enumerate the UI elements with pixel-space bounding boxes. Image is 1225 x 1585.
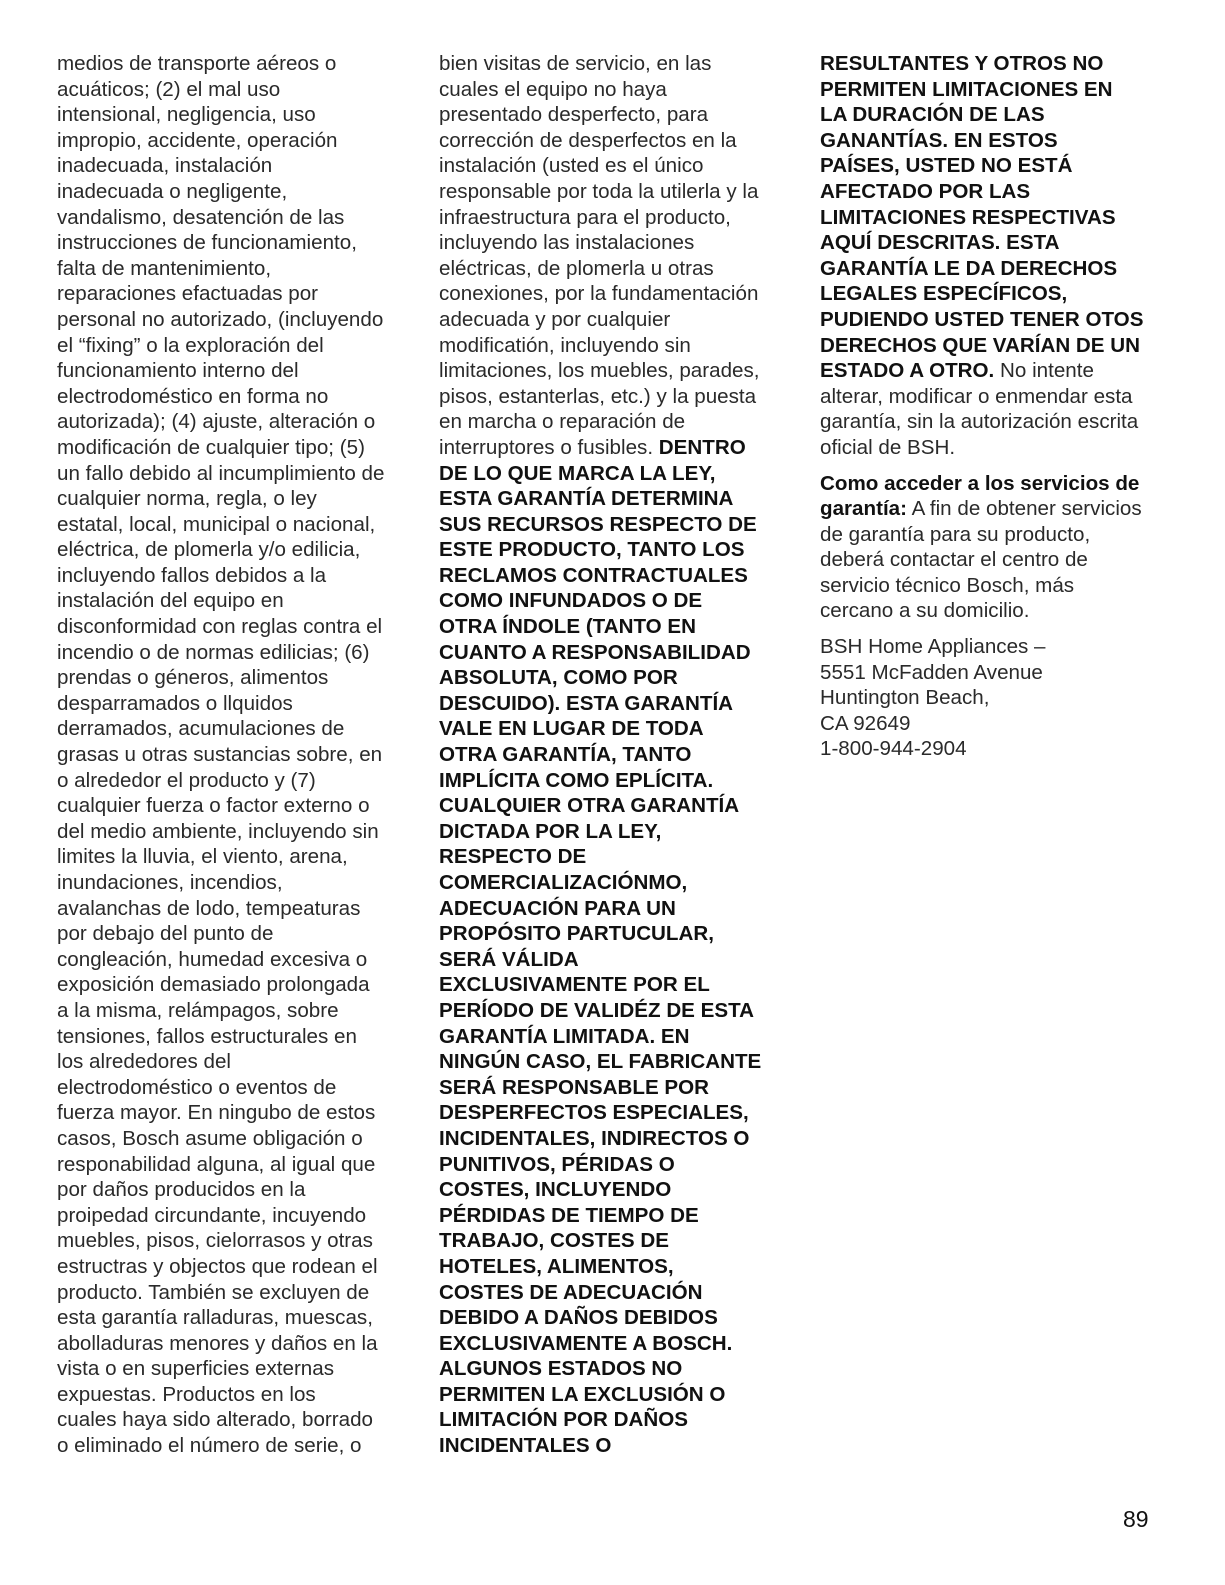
text-run: infraestructura para el producto, bbox=[439, 205, 731, 229]
text-column-1 bbox=[57, 51, 402, 1459]
text-line bbox=[57, 102, 402, 128]
text-line bbox=[820, 711, 1165, 737]
text-line bbox=[439, 128, 784, 154]
text-line bbox=[439, 281, 784, 307]
text-line bbox=[439, 1126, 784, 1152]
text-run: CUANTO A RESPONSABILIDAD bbox=[439, 640, 751, 664]
text-run: acuáticos; (2) el mal uso bbox=[57, 77, 281, 101]
text-run: corrección de desperfectos en la bbox=[439, 128, 737, 152]
text-line bbox=[439, 844, 784, 870]
text-line bbox=[439, 1356, 784, 1382]
text-line bbox=[57, 691, 402, 717]
text-run: RECLAMOS CONTRACTUALES bbox=[439, 563, 748, 587]
text-run: LIMITACIONES RESPECTIVAS bbox=[820, 205, 1116, 229]
text-run: DESPERFECTOS ESPECIALES, bbox=[439, 1101, 749, 1125]
text-line bbox=[820, 660, 1165, 686]
text-run: electrodoméstico o eventos de bbox=[57, 1075, 337, 1099]
text-line bbox=[439, 179, 784, 205]
text-line bbox=[57, 1126, 402, 1152]
text-run: PÉRDIDAS DE TIEMPO DE bbox=[439, 1203, 699, 1227]
text-run: ADECUACIÓN PARA UN bbox=[439, 896, 676, 920]
text-run: por daños producidos en la bbox=[57, 1178, 306, 1202]
text-line bbox=[57, 461, 402, 487]
text-line bbox=[439, 409, 784, 435]
text-line bbox=[439, 640, 784, 666]
text-line bbox=[439, 1152, 784, 1178]
text-run: congleación, humedad excesiva o bbox=[57, 947, 368, 971]
text-run: incendio o de normas edilicias; (6) bbox=[57, 640, 370, 664]
text-run: ALGUNOS ESTADOS NO bbox=[439, 1357, 683, 1381]
text-run: LIMITACIÓN POR DAÑOS bbox=[439, 1408, 689, 1432]
text-line bbox=[820, 256, 1165, 282]
text-run: INCIDENTALES O bbox=[439, 1434, 612, 1458]
text-run: producto. También se excluyen de bbox=[57, 1280, 370, 1304]
text-run: responsable por toda la utilerla y la bbox=[439, 179, 759, 203]
text-run: eléctricas, de plomerla u otras bbox=[439, 256, 714, 280]
text-run: o eliminado el número de serie, o bbox=[57, 1434, 362, 1458]
text-line bbox=[439, 819, 784, 845]
text-run: CUALQUIER OTRA GARANTÍA bbox=[439, 794, 740, 818]
text-run: bien visitas de servicio, en las bbox=[439, 52, 712, 75]
text-run: AQUÍ DESCRITAS. ESTA bbox=[820, 231, 1060, 255]
text-line bbox=[57, 205, 402, 231]
text-run: disconformidad con reglas contra el bbox=[57, 615, 383, 639]
text-line bbox=[439, 384, 784, 410]
text-run: interruptores o fusibles. bbox=[439, 435, 659, 459]
text-run: o alrededor el producto y (7) bbox=[57, 768, 316, 792]
text-run-bold: DENTRO bbox=[658, 435, 746, 459]
text-line bbox=[439, 1100, 784, 1126]
text-run: avalanchas de lodo, tempeaturas bbox=[57, 896, 361, 920]
text-run: derramados, acumulaciones de bbox=[57, 717, 345, 741]
text-run: GARANTÍA LE DA DERECHOS bbox=[820, 256, 1118, 280]
text-line bbox=[439, 435, 784, 461]
text-run: los alrededores del bbox=[57, 1050, 232, 1074]
text-run: IMPLÍCITA COMO EPLÍCITA. bbox=[439, 768, 714, 792]
text-line bbox=[57, 1382, 402, 1408]
text-run: ESTA GARANTÍA DETERMINA bbox=[439, 487, 734, 511]
page-number: 89 bbox=[1123, 1506, 1149, 1532]
text-run: SERÁ VÁLIDA bbox=[439, 947, 579, 971]
text-line bbox=[439, 1075, 784, 1101]
text-line bbox=[820, 522, 1165, 548]
text-run: adecuada y por cualquier bbox=[439, 307, 671, 331]
text-run: el “fixing” o la exploración del bbox=[57, 333, 324, 357]
text-run: garantía, sin la autorización escrita bbox=[820, 410, 1139, 434]
text-run-light: No intente bbox=[994, 359, 1094, 383]
text-line bbox=[820, 685, 1165, 711]
text-line bbox=[439, 1177, 784, 1203]
text-run: INCIDENTALES, INDIRECTOS O bbox=[439, 1126, 750, 1150]
text-run: Como acceder a los servicios de bbox=[820, 471, 1140, 495]
text-run: vandalismo, desatención de las bbox=[57, 205, 345, 229]
text-line bbox=[439, 333, 784, 359]
text-line bbox=[57, 1407, 402, 1433]
text-run: de garantía para su producto, bbox=[820, 522, 1091, 546]
text-line bbox=[57, 77, 402, 103]
text-run: inundaciones, incendios, bbox=[57, 871, 283, 894]
text-line bbox=[439, 588, 784, 614]
text-line bbox=[439, 972, 784, 998]
text-run: funcionamiento interno del bbox=[57, 359, 299, 383]
text-line bbox=[57, 998, 402, 1024]
text-run: un fallo debido al incumplimiento de bbox=[57, 461, 385, 485]
text-run: GANANTÍAS. EN ESTOS bbox=[820, 128, 1058, 152]
text-line bbox=[57, 384, 402, 410]
text-run: COMERCIALIZACIÓNMO, bbox=[439, 871, 688, 894]
text-run: ESTADO A OTRO. bbox=[820, 359, 995, 383]
text-line bbox=[57, 1075, 402, 1101]
text-line bbox=[439, 1024, 784, 1050]
text-line bbox=[820, 77, 1165, 103]
text-run: PERÍODO DE VALIDÉZ DE ESTA bbox=[439, 998, 755, 1022]
text-run: 1-800-944-2904 bbox=[820, 737, 967, 761]
text-line bbox=[57, 1049, 402, 1075]
text-line bbox=[57, 947, 402, 973]
text-line bbox=[439, 1305, 784, 1331]
text-line bbox=[57, 870, 402, 896]
text-run: OTRA GARANTÍA, TANTO bbox=[439, 743, 692, 767]
text-run: tensiones, fallos estructurales en bbox=[57, 1024, 357, 1048]
text-line bbox=[57, 640, 402, 666]
text-line bbox=[57, 281, 402, 307]
text-run: LEGALES ESPECÍFICOS, bbox=[820, 282, 1068, 306]
text-line bbox=[57, 819, 402, 845]
text-run: casos, Bosch asume obligación o bbox=[57, 1126, 363, 1150]
text-line bbox=[57, 128, 402, 154]
text-run: BSH Home Appliances – bbox=[820, 635, 1046, 659]
text-line bbox=[820, 179, 1165, 205]
text-run: deberá contactar el centro de bbox=[820, 548, 1088, 572]
text-line bbox=[57, 844, 402, 870]
text-column-2 bbox=[439, 51, 784, 1459]
text-line bbox=[820, 598, 1165, 624]
text-line bbox=[820, 307, 1165, 333]
text-run: proipedad circundante, incuyendo bbox=[57, 1203, 367, 1227]
text-run: PERMITEN LIMITACIONES EN bbox=[820, 77, 1113, 101]
paragraph-spacer bbox=[820, 461, 1165, 471]
text-run: incluyendo fallos debidos a la bbox=[57, 563, 327, 587]
text-run: autorizada); (4) ajuste, alteración o bbox=[57, 410, 376, 434]
text-run: GARANTÍA LIMITADA. EN bbox=[439, 1024, 690, 1048]
text-run: instrucciones de funcionamiento, bbox=[57, 231, 357, 255]
text-run: exposición demasiado prolongada bbox=[57, 973, 370, 997]
text-run: CA 92649 bbox=[820, 711, 911, 735]
text-line bbox=[820, 573, 1165, 599]
text-column-3 bbox=[820, 51, 1165, 762]
text-run: DEBIDO A DAÑOS DEBIDOS bbox=[439, 1306, 718, 1330]
text-run: DESCUIDO). ESTA GARANTÍA bbox=[439, 691, 734, 715]
text-line bbox=[439, 768, 784, 794]
text-line bbox=[820, 333, 1165, 359]
text-run: cercano a su domicilio. bbox=[820, 599, 1030, 623]
text-run: 5551 McFadden Avenue bbox=[820, 660, 1043, 684]
text-line bbox=[439, 230, 784, 256]
text-run: desparramados o llquidos bbox=[57, 691, 293, 715]
text-run: DE LO QUE MARCA LA LEY, bbox=[439, 461, 716, 485]
text-line bbox=[439, 614, 784, 640]
text-run: COSTES DE ADECUACIÓN bbox=[439, 1280, 703, 1304]
text-run: DICTADA POR LA LEY, bbox=[439, 819, 662, 843]
text-run: Huntington Beach, bbox=[820, 686, 990, 710]
text-line bbox=[439, 358, 784, 384]
text-run: eléctrica, de plomerla y/o edilicia, bbox=[57, 538, 361, 562]
text-run: NINGÚN CASO, EL FABRICANTE bbox=[439, 1050, 762, 1074]
text-run: LA DURACIÓN DE LAS bbox=[820, 103, 1045, 127]
text-run: PUNITIVOS, PÉRIDAS O bbox=[439, 1152, 675, 1176]
text-line bbox=[439, 153, 784, 179]
text-line bbox=[439, 51, 784, 77]
text-line bbox=[439, 461, 784, 487]
text-line bbox=[439, 870, 784, 896]
text-line bbox=[57, 256, 402, 282]
text-run: expuestas. Productos en los bbox=[57, 1382, 316, 1406]
text-line bbox=[820, 547, 1165, 573]
text-line bbox=[439, 307, 784, 333]
text-run: ESTE PRODUCTO, TANTO LOS bbox=[439, 538, 745, 562]
text-line bbox=[57, 1280, 402, 1306]
text-line bbox=[57, 1203, 402, 1229]
text-line bbox=[820, 230, 1165, 256]
text-run: OTRA ÍNDOLE (TANTO EN bbox=[439, 615, 697, 639]
text-line bbox=[439, 102, 784, 128]
text-run: VALE EN LUGAR DE TODA bbox=[439, 717, 704, 741]
text-run: estructras y objectos que rodean el bbox=[57, 1254, 378, 1278]
text-line bbox=[57, 1100, 402, 1126]
text-run: DERECHOS QUE VARÍAN DE UN bbox=[820, 333, 1140, 357]
text-run: cuales haya sido alterado, borrado bbox=[57, 1408, 373, 1432]
text-line bbox=[57, 614, 402, 640]
text-line bbox=[57, 1228, 402, 1254]
text-run: cualquier fuerza o factor externo o bbox=[57, 794, 370, 818]
text-run: prendas o géneros, alimentos bbox=[57, 666, 329, 690]
text-run: RESPECTO DE bbox=[439, 845, 587, 869]
text-line bbox=[820, 153, 1165, 179]
text-line bbox=[439, 1331, 784, 1357]
text-line bbox=[820, 51, 1165, 77]
text-line bbox=[57, 486, 402, 512]
text-run: incluyendo las instalaciones bbox=[439, 231, 695, 255]
text-line bbox=[439, 77, 784, 103]
text-run: COMO INFUNDADOS O DE bbox=[439, 589, 703, 613]
text-line bbox=[57, 1152, 402, 1178]
text-run: servicio técnico Bosch, más bbox=[820, 573, 1075, 597]
text-line bbox=[820, 358, 1165, 384]
text-line bbox=[439, 665, 784, 691]
text-line bbox=[57, 665, 402, 691]
text-run: responabilidad alguna, al igual que bbox=[57, 1152, 376, 1176]
text-line bbox=[820, 384, 1165, 410]
text-line bbox=[57, 972, 402, 998]
text-line bbox=[57, 153, 402, 179]
text-line bbox=[57, 1356, 402, 1382]
text-run: estatal, local, municipal o nacional, bbox=[57, 512, 376, 536]
text-line bbox=[439, 486, 784, 512]
text-run: instalación (usted es el único bbox=[439, 154, 704, 178]
text-run: por debajo del punto de bbox=[57, 922, 274, 946]
text-line bbox=[57, 1331, 402, 1357]
text-line bbox=[57, 768, 402, 794]
text-line bbox=[439, 1382, 784, 1408]
text-line bbox=[57, 512, 402, 538]
text-run: garantía: bbox=[820, 497, 907, 521]
text-line bbox=[439, 1254, 784, 1280]
text-run: PERMITEN LA EXCLUSIÓN O bbox=[439, 1382, 726, 1406]
text-line bbox=[439, 1407, 784, 1433]
text-run: ABSOLUTA, COMO POR bbox=[439, 666, 678, 690]
text-run: modificatión, incluyendo sin bbox=[439, 333, 691, 357]
text-line bbox=[57, 230, 402, 256]
text-line bbox=[820, 409, 1165, 435]
text-run: cuales el equipo no haya bbox=[439, 77, 667, 101]
text-run: inadecuada o negligente, bbox=[57, 179, 288, 203]
text-line bbox=[57, 435, 402, 461]
text-run: falta de mantenimiento, bbox=[57, 256, 272, 280]
text-run: reparaciones efactuadas por bbox=[57, 282, 319, 306]
text-line bbox=[439, 1049, 784, 1075]
text-run: EXCLUSIVAMENTE A BOSCH. bbox=[439, 1331, 733, 1355]
text-line bbox=[439, 947, 784, 973]
text-line bbox=[439, 691, 784, 717]
text-line bbox=[57, 588, 402, 614]
text-line bbox=[820, 102, 1165, 128]
text-line bbox=[820, 128, 1165, 154]
text-run: a la misma, relámpagos, sobre bbox=[57, 998, 339, 1022]
text-line bbox=[439, 1280, 784, 1306]
text-line bbox=[439, 1228, 784, 1254]
text-run: esta garantía ralladuras, muescas, bbox=[57, 1306, 373, 1330]
text-run: EXCLUSIVAMENTE POR EL bbox=[439, 973, 710, 997]
text-line bbox=[57, 1024, 402, 1050]
text-line bbox=[439, 537, 784, 563]
text-line bbox=[820, 205, 1165, 231]
text-run: abolladuras menores y daños en la bbox=[57, 1331, 378, 1355]
text-run: limites la lluvia, el viento, arena, bbox=[57, 845, 348, 869]
text-line bbox=[57, 716, 402, 742]
text-run: fuerza mayor. En ningubo de estos bbox=[57, 1101, 376, 1125]
text-line bbox=[57, 179, 402, 205]
text-run: del medio ambiente, incluyendo sin bbox=[57, 819, 379, 843]
text-run: cualquier norma, regla, o ley bbox=[57, 487, 317, 511]
text-run: pisos, estanterlas, etc.) y la puesta bbox=[439, 384, 757, 408]
text-line bbox=[439, 896, 784, 922]
text-run: PROPÓSITO PARTUCULAR, bbox=[439, 922, 714, 946]
text-line bbox=[57, 409, 402, 435]
text-line bbox=[57, 896, 402, 922]
text-run: HOTELES, ALIMENTOS, bbox=[439, 1254, 674, 1278]
text-line bbox=[57, 51, 402, 77]
text-run: PAÍSES, USTED NO ESTÁ bbox=[820, 154, 1073, 178]
text-run: RESULTANTES Y OTROS NO bbox=[820, 52, 1104, 75]
text-line bbox=[57, 563, 402, 589]
text-line bbox=[57, 742, 402, 768]
text-run: intensional, negligencia, uso bbox=[57, 103, 316, 127]
text-line bbox=[57, 1254, 402, 1280]
text-run: inadecuada, instalación bbox=[57, 154, 273, 178]
text-run: PUDIENDO USTED TENER OTOS bbox=[820, 307, 1144, 331]
text-line bbox=[820, 281, 1165, 307]
text-line bbox=[820, 471, 1165, 497]
text-run: SERÁ RESPONSABLE POR bbox=[439, 1075, 710, 1099]
text-line bbox=[57, 1177, 402, 1203]
text-line bbox=[439, 1433, 784, 1459]
text-line bbox=[439, 998, 784, 1024]
text-line bbox=[439, 205, 784, 231]
text-line bbox=[439, 256, 784, 282]
text-line bbox=[57, 1305, 402, 1331]
text-line bbox=[439, 716, 784, 742]
text-line bbox=[439, 742, 784, 768]
text-run: SUS RECURSOS RESPECTO DE bbox=[439, 512, 757, 536]
text-run: modificación de cualquier tipo; (5) bbox=[57, 435, 365, 459]
text-run: conexiones, por la fundamentación bbox=[439, 282, 759, 306]
text-run: AFECTADO POR LAS bbox=[820, 179, 1031, 203]
text-line bbox=[820, 496, 1165, 522]
text-run: muebles, pisos, cielorrasos y otras bbox=[57, 1229, 373, 1253]
text-line bbox=[57, 307, 402, 333]
text-run: COSTES, INCLUYENDO bbox=[439, 1178, 672, 1202]
text-line bbox=[57, 358, 402, 384]
text-line bbox=[820, 435, 1165, 461]
text-line bbox=[820, 634, 1165, 660]
text-run: medios de transporte aéreos o bbox=[57, 52, 337, 75]
text-run: alterar, modificar o enmendar esta bbox=[820, 384, 1133, 408]
text-line bbox=[57, 537, 402, 563]
text-line bbox=[57, 793, 402, 819]
text-line bbox=[439, 793, 784, 819]
text-run: limitaciones, los muebles, parades, bbox=[439, 359, 760, 383]
text-line bbox=[57, 921, 402, 947]
text-run: personal no autorizado, (incluyendo bbox=[57, 307, 384, 331]
paragraph-spacer bbox=[820, 624, 1165, 634]
text-line bbox=[439, 1203, 784, 1229]
text-run: presentado desperfecto, para bbox=[439, 103, 709, 127]
text-line bbox=[439, 921, 784, 947]
text-line bbox=[57, 333, 402, 359]
text-run: impropio, accidente, operación bbox=[57, 128, 338, 152]
text-run: oficial de BSH. bbox=[820, 435, 956, 459]
text-line bbox=[439, 512, 784, 538]
text-run: electrodoméstico en forma no bbox=[57, 384, 329, 408]
text-run: grasas u otras sustancias sobre, en bbox=[57, 743, 383, 767]
text-run: en marcha o reparación de bbox=[439, 410, 686, 434]
text-run-light: A fin de obtener servicios bbox=[906, 497, 1142, 521]
text-line bbox=[439, 563, 784, 589]
text-run: vista o en superficies externas bbox=[57, 1357, 335, 1381]
text-line bbox=[820, 736, 1165, 762]
text-run: TRABAJO, COSTES DE bbox=[439, 1229, 669, 1253]
text-line bbox=[57, 1433, 402, 1459]
text-run: instalación del equipo en bbox=[57, 589, 284, 613]
